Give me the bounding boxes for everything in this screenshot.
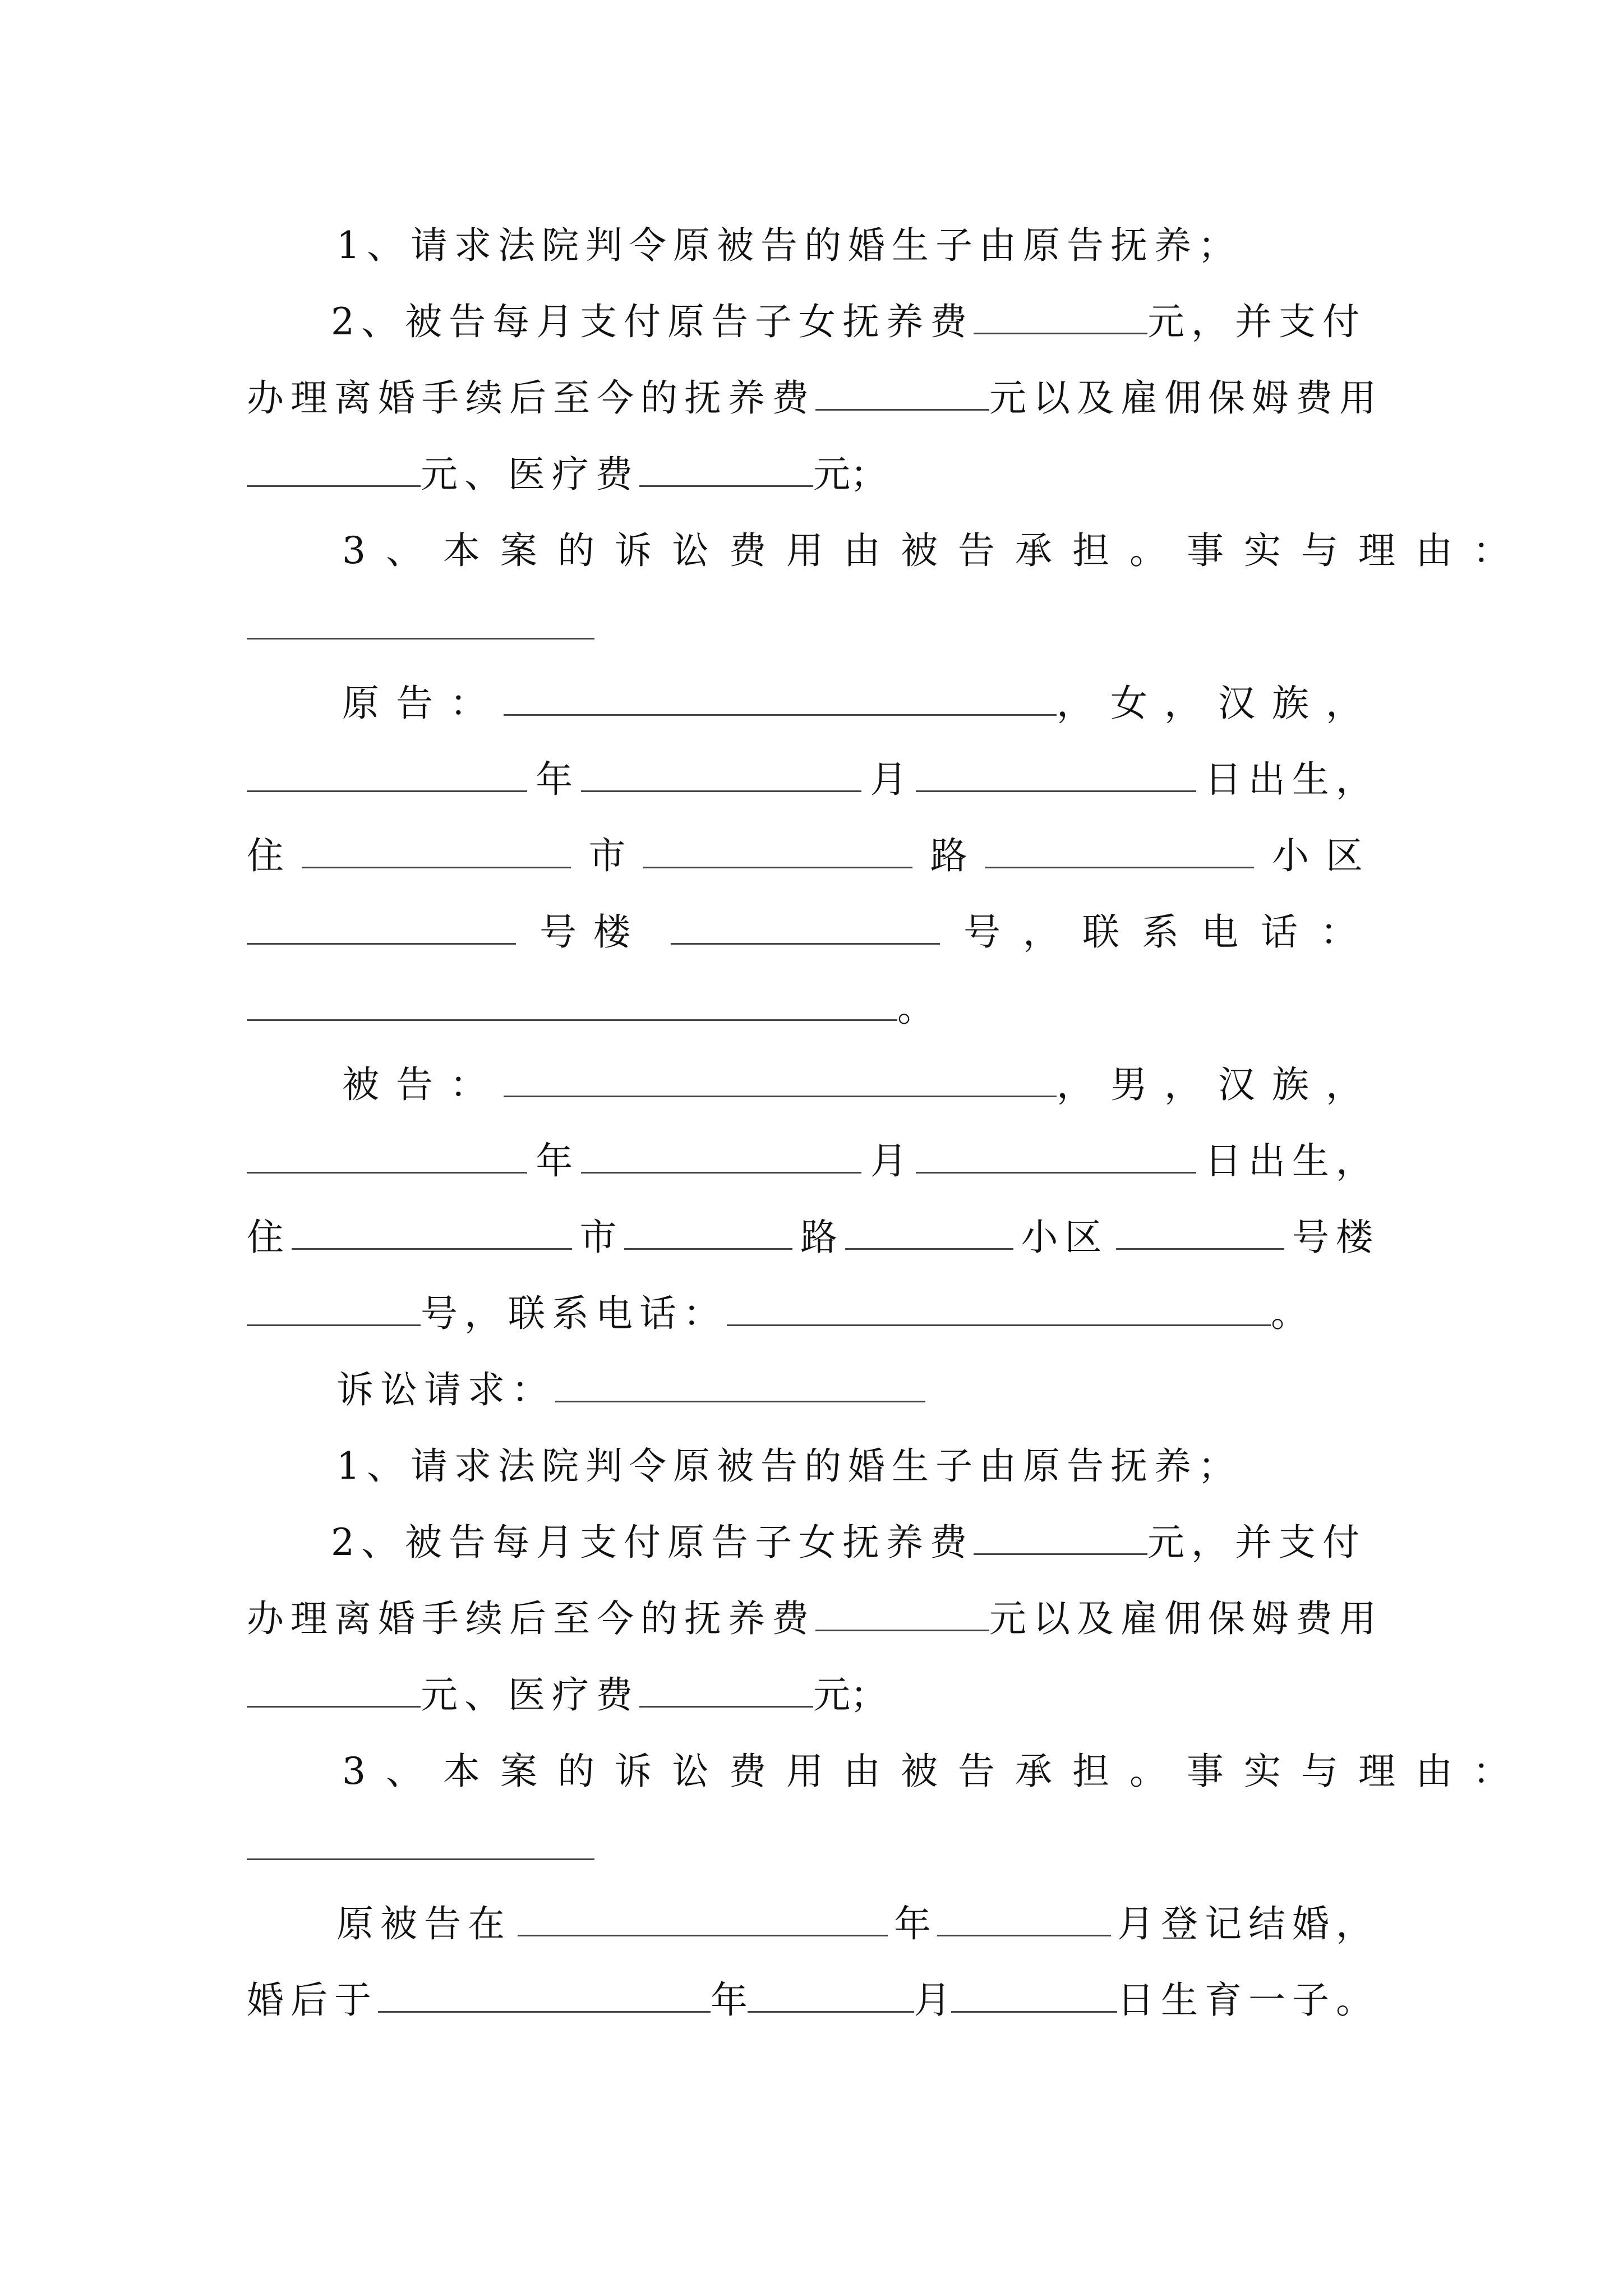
live-label: 住 xyxy=(247,834,284,877)
claim-item-2-text: 元，并支付 xyxy=(1147,1521,1366,1564)
claim-item-2-line-3 xyxy=(247,1662,1380,1729)
month-blank xyxy=(581,754,861,792)
amount-blank xyxy=(974,297,1147,334)
plaintiff-label: 原告： xyxy=(342,682,504,725)
claim-item-2-text: 元，并支付 xyxy=(1147,300,1366,343)
name-blank xyxy=(504,678,1057,716)
facts-text: 日生育一子。 xyxy=(1117,1978,1380,2022)
facts-line-2 xyxy=(247,1967,1380,2034)
community-label: 小区 xyxy=(1271,834,1380,877)
month-label: 月 xyxy=(914,1978,951,2022)
amount-blank xyxy=(247,449,421,487)
amount-blank xyxy=(639,449,813,487)
year-blank xyxy=(378,1975,711,2013)
claim-item-3-text: 3、本案的诉讼费用由被告承担。事实与理由： xyxy=(342,529,1530,572)
facts-line-1 xyxy=(336,1890,1380,1958)
year-label: 年 xyxy=(536,758,573,801)
claim-item-1-text: 1、请求法院判令原被告的婚生子由原告抚养； xyxy=(336,1444,1242,1488)
plaintiff-line-5 xyxy=(247,975,1380,1042)
plaintiff-line-3 xyxy=(247,822,1380,890)
claim-item-3-text: 3、本案的诉讼费用由被告承担。事实与理由： xyxy=(342,1750,1530,1793)
facts-blank-line xyxy=(247,593,1380,661)
month-label: 月 xyxy=(870,1139,907,1182)
period: 。 xyxy=(1271,1292,1308,1335)
phone-label: 号，联系电话： xyxy=(421,1292,727,1335)
defendant-gender: ，男，汉族， xyxy=(1057,1063,1380,1106)
amount-blank xyxy=(247,1670,421,1708)
claim-item-2-text: 元； xyxy=(813,453,887,496)
text-blank xyxy=(247,602,594,639)
facts-text: 婚后于 xyxy=(247,1978,378,2022)
claim-item-2-text: 办理离婚手续后至今的抚养费 xyxy=(247,376,815,420)
building-blank xyxy=(1116,1212,1284,1250)
month-blank xyxy=(581,1136,861,1174)
claim-item-1-text: 1、请求法院判令原被告的婚生子由原告抚养； xyxy=(336,224,1242,267)
year-blank xyxy=(518,1899,888,1936)
claim-item-2-line-1 xyxy=(331,288,1380,356)
building-label: 号楼 xyxy=(540,910,647,954)
claims-label: 诉讼请求： xyxy=(336,1368,555,1411)
claims-heading xyxy=(336,1356,1469,1424)
claim-item-2-text: 2、被告每月支付原告子女抚养费 xyxy=(331,1521,974,1564)
year-label: 年 xyxy=(711,1978,748,2022)
text-blank xyxy=(555,1365,925,1402)
text-blank xyxy=(247,1823,594,1860)
name-blank xyxy=(504,1060,1057,1097)
year-label: 年 xyxy=(536,1139,573,1182)
building-label: 号楼 xyxy=(1292,1216,1380,1259)
facts-text: 原被告在 xyxy=(336,1902,511,1945)
day-blank xyxy=(916,1136,1196,1174)
number-blank xyxy=(671,907,940,945)
plaintiff-gender: ，女，汉族， xyxy=(1057,682,1380,725)
month-label: 月 xyxy=(870,758,907,801)
city-label: 市 xyxy=(579,1216,617,1259)
facts-blank-line xyxy=(247,1814,1380,1881)
live-label: 住 xyxy=(247,1216,284,1259)
period: 。 xyxy=(897,987,934,1030)
born-label: 日出生， xyxy=(1204,758,1380,801)
amount-blank xyxy=(815,373,989,411)
claim-item-2-text: 元、医疗费 xyxy=(421,1673,639,1717)
born-label: 日出生， xyxy=(1204,1139,1380,1182)
phone-label: 号，联系电话： xyxy=(963,910,1380,954)
building-blank xyxy=(247,907,516,945)
road-label: 路 xyxy=(930,834,967,877)
defendant-line-2 xyxy=(247,1128,1380,1195)
road-blank xyxy=(624,1212,792,1250)
phone-blank xyxy=(247,983,897,1021)
city-blank xyxy=(292,1212,572,1250)
phone-blank xyxy=(727,1289,1271,1326)
claim-item-2-text: 元以及雇佣保姆费用 xyxy=(989,376,1383,420)
defendant-line-1 xyxy=(342,1051,1380,1119)
claim-item-3 xyxy=(342,1738,1530,1805)
number-blank xyxy=(247,1289,421,1326)
year-blank xyxy=(247,754,527,792)
claim-item-3 xyxy=(342,517,1530,585)
plaintiff-line-2 xyxy=(247,746,1380,813)
amount-blank xyxy=(815,1594,989,1631)
claim-item-2-text: 办理离婚手续后至今的抚养费 xyxy=(247,1597,815,1640)
community-label: 小区 xyxy=(1021,1216,1109,1259)
defendant-line-4 xyxy=(247,1280,1380,1347)
claim-item-1 xyxy=(336,212,1469,279)
day-blank xyxy=(916,754,1196,792)
claim-item-1 xyxy=(336,1433,1469,1500)
city-label: 市 xyxy=(588,834,626,877)
claim-item-2-text: 元以及雇佣保姆费用 xyxy=(989,1597,1383,1640)
year-label: 年 xyxy=(894,1902,931,1945)
claim-item-2-text: 元； xyxy=(813,1673,887,1717)
claim-item-2-line-2 xyxy=(247,365,1383,432)
facts-text: 月登记结婚， xyxy=(1117,1902,1380,1945)
city-blank xyxy=(302,831,571,868)
road-label: 路 xyxy=(800,1216,837,1259)
month-blank xyxy=(748,1975,914,2013)
amount-blank xyxy=(639,1670,813,1708)
claim-item-2-line-2 xyxy=(247,1585,1383,1653)
claim-item-2-text: 元、医疗费 xyxy=(421,453,639,496)
defendant-line-3 xyxy=(247,1204,1380,1271)
amount-blank xyxy=(974,1517,1147,1555)
year-blank xyxy=(247,1136,527,1174)
month-blank xyxy=(937,1899,1111,1936)
road-blank xyxy=(643,831,912,868)
plaintiff-line-4 xyxy=(247,899,1380,966)
claim-item-2-line-3 xyxy=(247,441,1380,508)
plaintiff-line-1 xyxy=(342,670,1380,737)
community-blank xyxy=(845,1212,1013,1250)
community-blank xyxy=(985,831,1254,868)
day-blank xyxy=(951,1975,1118,2013)
claim-item-2-text: 2、被告每月支付原告子女抚养费 xyxy=(331,300,974,343)
claim-item-2-line-1 xyxy=(331,1509,1380,1576)
defendant-label: 被告： xyxy=(342,1063,504,1106)
